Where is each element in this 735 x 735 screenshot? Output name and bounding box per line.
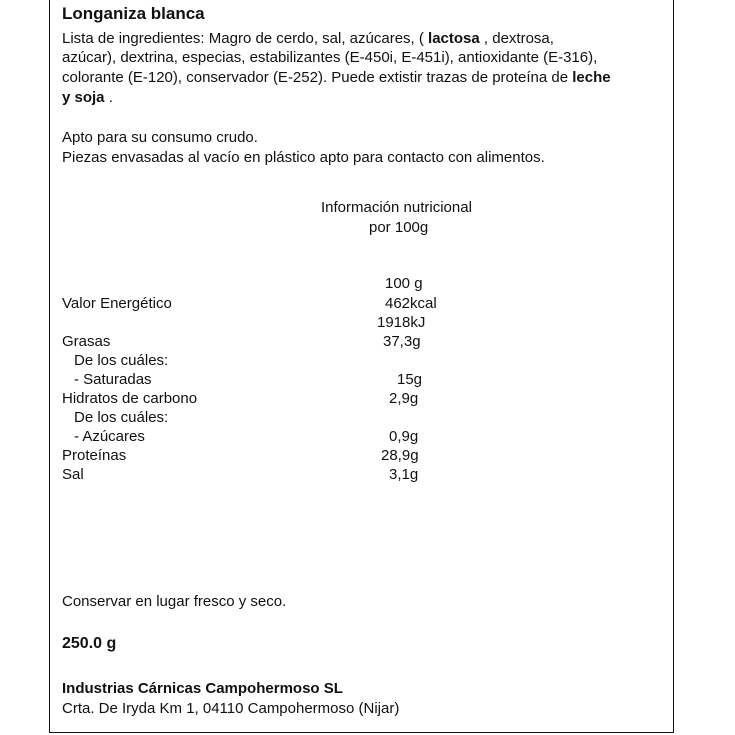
nutrition-row-label: - Saturadas [74,371,152,388]
nutrition-row-label: Hidratos de carbono [62,390,198,407]
nutrition-row-label: Proteínas [62,447,127,464]
manufacturer-address: Crta. De Iryda Km 1, 04110 Campohermoso (Nijar) [62,700,400,717]
manufacturer-name: Industrias Cárnicas Campohermoso SL [62,680,343,697]
ingredients-line-4 [62,88,113,107]
nutrition-row-value: 15g [397,371,423,388]
nutrition-row-value: 3,1g [389,466,419,483]
usage-vacuum-packed: Piezas envasadas al vacío en plástico apto para contacto con alimentos. [62,149,545,166]
nutrition-row-value: 0,9g [389,428,419,445]
product-title: Longaniza blanca [62,4,205,23]
nutrition-row-label: De los cuáles: [74,352,169,369]
ingredients-line-1 [62,29,554,48]
nutrition-row-value: 462kcal [385,295,437,312]
ingredients-text: , dextrosa, [479,30,554,47]
nutrition-row-label: - Azúcares [74,428,145,445]
ingredients-line-2: azúcar), dextrina, especias, estabilizantes (E-450i, E-451i), antioxidante (E-316), [62,49,598,66]
storage-instructions: Conservar en lugar fresco y seco. [62,593,287,610]
nutrition-row-label: Valor Energético [62,295,172,312]
allergen-leche: leche [572,69,611,86]
nutrition-row-value: 37,3g [383,333,421,350]
net-weight: 250.0 g [62,635,117,652]
allergen-lactosa: lactosa [428,30,480,47]
nutrition-row-label: De los cuáles: [74,409,169,426]
nutrition-row-value: 28,9g [381,447,419,464]
ingredients-text: Lista de ingredientes: Magro de cerdo, sal, azúcares, ( [62,30,429,47]
ingredients-line-3 [62,68,611,87]
nutrition-row-value: 1918kJ [377,314,426,331]
nutrition-subheading: por 100g [369,219,429,236]
ingredients-text: colorante (E-120), conservador (E-252). Puede extistir trazas de proteína de [62,69,573,86]
nutrition-row-label: Sal [62,466,84,483]
nutrition-column-header: 100 g [385,275,423,292]
allergen-soja: y soja [62,89,105,106]
nutrition-row-value: 2,9g [389,390,419,407]
nutrition-heading: Información nutricional [321,199,472,216]
nutrition-row-label: Grasas [62,333,111,350]
usage-raw-consumption: Apto para su consumo crudo. [62,129,258,146]
ingredients-text: . [104,89,113,106]
